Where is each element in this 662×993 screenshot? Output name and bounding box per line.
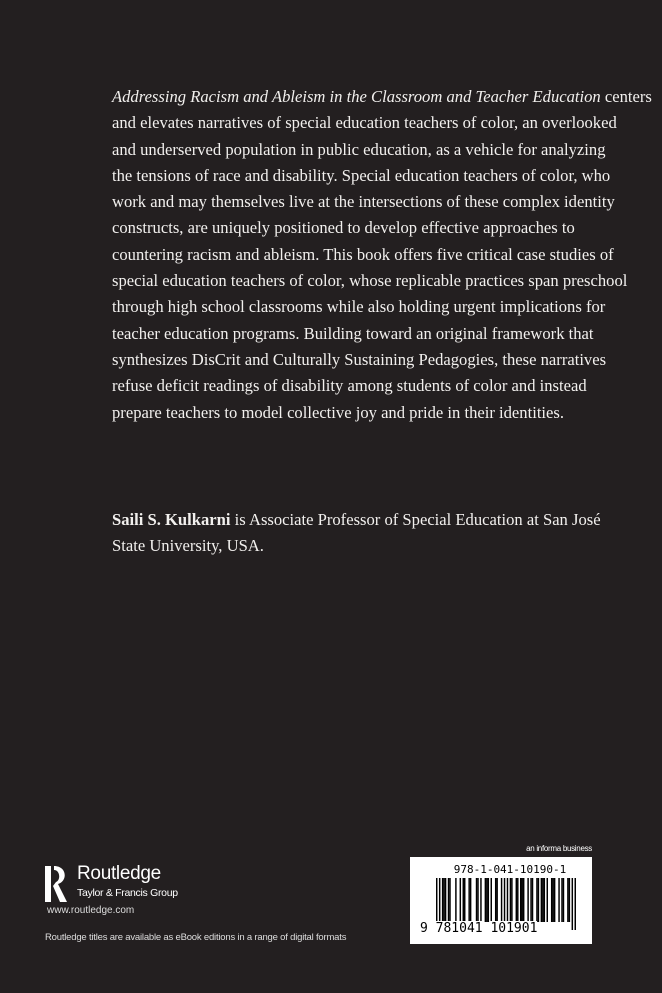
barcode-bar — [468, 878, 469, 922]
description-line: synthesizes DisCrit and Culturally Sustaining Pedagogies, these narratives — [112, 349, 607, 369]
barcode-bar — [561, 878, 562, 922]
barcode-bar — [477, 878, 478, 922]
barcode-bar — [501, 878, 502, 922]
barcode-bar — [544, 878, 545, 922]
barcode-bar — [460, 878, 461, 922]
barcode-bar — [538, 878, 539, 922]
barcode-bar — [521, 878, 522, 922]
barcode-bar — [527, 878, 528, 922]
barcode-bar — [558, 878, 559, 922]
barcode-bar — [542, 878, 543, 922]
description-line: Addressing Racism and Ableism in the Classroom and Teacher Education centers — [112, 87, 652, 106]
description-line: constructs, are uniquely positioned to develop effective approaches to — [112, 218, 575, 238]
description-line: through high school classrooms while also holding urgent implications for — [112, 297, 606, 317]
description-line: and underserved population in public education, as a vehicle for analyzing — [112, 139, 606, 159]
barcode-bar — [552, 878, 553, 922]
description-line: refuse deficit readings of disability among students of color and instead — [112, 376, 587, 396]
isbn-text: 978-1-041-10190-1 — [453, 863, 567, 876]
description-line: teacher education programs. Building toward an original framework that — [112, 323, 594, 343]
barcode-bar — [523, 878, 524, 922]
author-name: Saili S. Kulkarni — [112, 510, 231, 529]
description-line: special education teachers of color, whose replicable practices span preschool — [112, 271, 628, 291]
barcode-bar — [486, 878, 487, 922]
author-bio-line: State University, USA. — [112, 536, 264, 556]
informa-business: an informa business — [526, 844, 592, 853]
barcode-bar — [442, 878, 443, 922]
barcode-bar — [530, 878, 531, 922]
barcode-bar — [569, 878, 570, 922]
barcode-bar — [445, 878, 446, 922]
barcode-bar — [572, 878, 573, 930]
barcode-bar — [541, 878, 542, 922]
barcode-bar — [488, 878, 489, 922]
barcode-bar — [449, 878, 450, 922]
barcode-bar — [495, 878, 496, 922]
barcode-bar — [554, 878, 555, 922]
barcode-bar — [532, 878, 533, 922]
barcode-bar — [470, 878, 471, 922]
description-line: the tensions of race and disability. Special education teachers of color, who — [112, 165, 611, 185]
barcode-bar — [517, 878, 518, 922]
barcode-bar — [547, 878, 548, 922]
ebook-note: Routledge titles are available as eBook editions in a range of digital formats — [45, 932, 347, 943]
barcode-bar — [496, 878, 497, 922]
description-line: countering racism and ableism. This book offers five critical case studies of — [112, 244, 614, 264]
barcode-bar — [455, 878, 456, 922]
publisher-group: Taylor & Francis Group — [77, 887, 178, 899]
routledge-r-icon — [45, 864, 69, 904]
publisher-url[interactable]: www.routledge.com — [47, 905, 135, 916]
barcode-bar — [463, 878, 464, 922]
description-line: and elevates narratives of special education teachers of color, an overlooked — [112, 113, 617, 133]
book-title: Addressing Racism and Ableism in the Classroom and Teacher Education — [112, 87, 601, 106]
barcode-bar — [536, 878, 537, 922]
barcode-bar — [520, 878, 521, 922]
barcode-bar — [516, 878, 517, 922]
barcode-bar — [563, 878, 564, 922]
book-description — [112, 84, 652, 426]
barcode-bar — [464, 878, 465, 922]
barcode-bar — [511, 878, 512, 922]
barcode-bar — [510, 878, 511, 922]
description-line: work and may themselves live at the intersections of these complex identity — [112, 192, 615, 212]
description-line: prepare teachers to model collective joy and pride in their identities. — [112, 402, 565, 422]
barcode-bar — [485, 878, 486, 922]
barcode-bar — [480, 878, 481, 922]
publisher-name: Routledge — [77, 863, 161, 884]
barcode-bar — [476, 878, 477, 922]
barcode-bar — [448, 878, 449, 922]
barcode-bar — [551, 878, 552, 922]
barcode-bar — [575, 878, 576, 930]
author-bio: Saili S. Kulkarni is Associate Professor of Special Education at San José State University, USA. — [112, 507, 601, 560]
barcode-bar — [491, 878, 492, 922]
routledge-logo — [45, 864, 178, 904]
barcode-bar — [567, 878, 568, 922]
barcode-bar — [443, 878, 444, 922]
isbn-barcode — [410, 857, 592, 944]
isbn-digits: 9 781041 101901 — [420, 921, 538, 936]
